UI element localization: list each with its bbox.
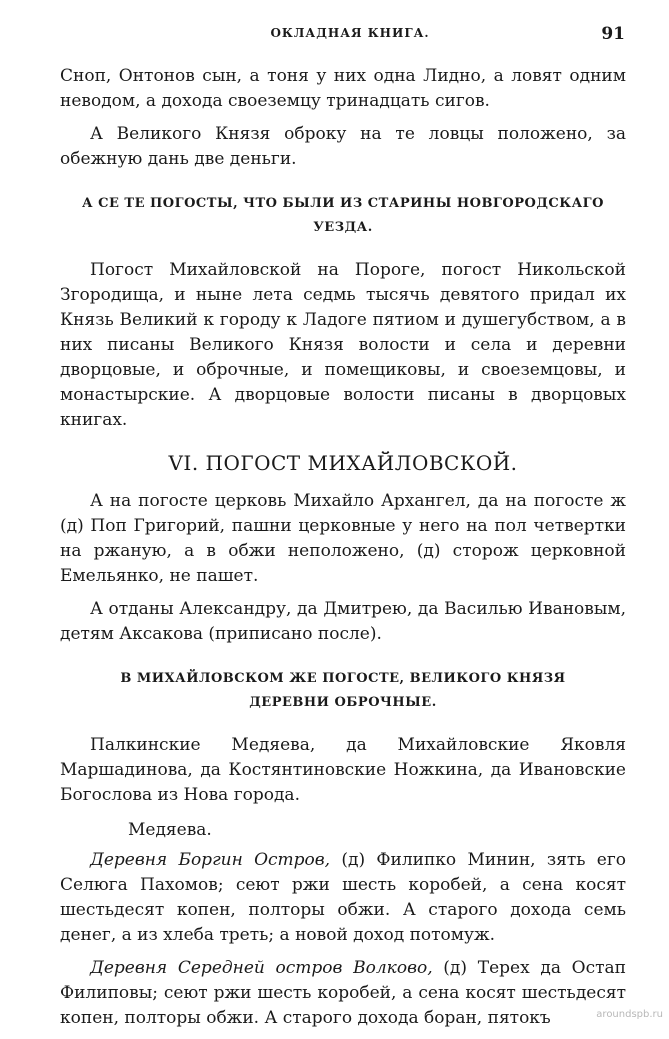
paragraph-8-text: (д) Терех да Остап Филиповы; сеют ржи шесть коробей, а сена косят шестьдесят копен, полторы обжи. А старого дохода боран, пятокъ: [60, 958, 626, 1028]
page-number: 91: [601, 24, 625, 44]
paragraph-5: А отданы Александру, да Дмитрею, да Василью Ивановым, детям Аксакова (приписано после).: [60, 599, 626, 644]
paragraph-6: Палкинские Медяева, да Михайловские Яковля Маршадинова, да Костянтиновские Ножкина, да Ивановские Богослова из Нова города.: [60, 735, 626, 805]
subheading: Медяева.: [128, 820, 212, 840]
paragraph-3: Погост Михайловской на Пороге, погост Никольской Згородища, и ныне лета седмь тысячь девятого придал их Князь Великий к городу к Ладоге пятиом и душегубством, а в них писаны Великого Князя волости и села и деревни дворцовые, и оброчные, и помещиковы, и своеземцовы, и монастырские. А дворцовые волости писаны в дворцовых книгах.: [60, 260, 626, 430]
paragraph-2: А Великого Князя оброку на те ловцы положено, за обежную дань две деньги.: [60, 124, 626, 169]
running-header: [0, 26, 669, 46]
paragraph-7-text: (д) Филипко Минин, зять его Селюга Пахомов; сеют ржи шесть коробей, а сена косят шестьдесят копен, полторы обжи. А старого дохода семь денег, а из хлеба треть; а новой доход потомуж.: [60, 850, 626, 945]
village-name-1: Деревня Боргин Остров,: [90, 850, 331, 870]
page-body: [60, 64, 626, 1039]
section-heading-1: А СЕ ТЕ ПОГОСТЫ, ЧТО БЫЛИ ИЗ СТАРИНЫ НОВГОРОДСКАГО УЕЗДА.: [82, 196, 604, 235]
chapter-heading: VI. ПОГОСТ МИХАЙЛОВСКОЙ.: [168, 451, 518, 475]
village-name-2: Деревня Середней остров Волково,: [90, 958, 433, 978]
paragraph-4: А на погосте церковь Михайло Архангел, да на погосте ж (д) Поп Григорий, пашни церковные у него на пол четвертки на ржаную, а в обжи неположено, (д) сторож церковной Емельянко, не пашет.: [60, 491, 626, 586]
paragraph-8: [60, 956, 626, 1031]
paragraph-7: [60, 848, 626, 948]
watermark: aroundspb.ru: [596, 1009, 663, 1020]
paragraph-1: Сноп, Онтонов сын, а тоня у них одна Лидно, а ловят одним неводом, а дохода своеземцу тринадцать сигов.: [60, 66, 626, 111]
running-title: ОКЛАДНАЯ КНИГА.: [270, 26, 430, 40]
section-heading-2: В МИХАЙЛОВСКОМ ЖЕ ПОГОСТЕ, ВЕЛИКОГО КНЯЗЯ ДЕРЕВНИ ОБРОЧНЫЕ.: [120, 671, 566, 710]
